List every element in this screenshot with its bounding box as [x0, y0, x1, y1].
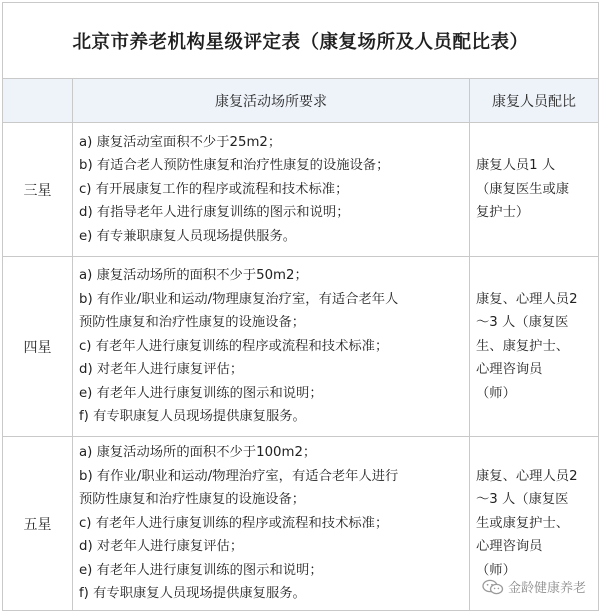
staffing-line: 生、康复护士、 — [476, 338, 570, 354]
requirement-line: 预防性康复和治疗性康复的设施设备； — [79, 315, 306, 331]
staffing-line: ～3 人（康复医 — [476, 492, 569, 508]
level-cell: 四星 — [3, 257, 73, 437]
requirement-line: f) 有专职康复人员现场提供康复服务。 — [79, 409, 306, 425]
staffing-line: 心理咨询员 — [476, 539, 543, 555]
header-row — [3, 79, 599, 123]
watermark — [482, 577, 586, 596]
requirement-line: d) 有指导老年人进行康复训练的图示和说明； — [79, 205, 350, 221]
staffing-line: （师） — [476, 562, 516, 578]
staffing-line: 心理咨询员 — [476, 362, 543, 378]
table-title: 北京市养老机构星级评定表（康复场所及人员配比表） — [3, 3, 599, 79]
table-row — [3, 257, 599, 437]
requirement-line: f) 有专职康复人员现场提供康复服务。 — [79, 586, 306, 602]
rating-table — [2, 2, 599, 611]
table-row — [3, 123, 599, 257]
requirement-line: d) 对老年人进行康复评估； — [79, 362, 244, 378]
header-requirements: 康复活动场所要求 — [73, 79, 470, 123]
requirement-line: 预防性康复和治疗性康复的设施设备； — [79, 492, 306, 508]
title-row — [3, 3, 599, 79]
requirement-line: b) 有作业/职业和运动/物理康复治疗室，有适合老年人 — [79, 291, 399, 307]
requirement-line: a) 康复活动场所的面积不少于50m2； — [79, 268, 308, 284]
level-cell: 三星 — [3, 123, 73, 257]
staffing-line: （康复医生或康 — [476, 181, 570, 197]
staffing-line: 康复、心理人员2 — [476, 468, 578, 484]
requirement-line: a) 康复活动场所的面积不少于100m2； — [79, 445, 317, 461]
requirement-line: d) 对老年人进行康复评估； — [79, 539, 244, 555]
header-staffing: 康复人员配比 — [470, 79, 599, 123]
requirement-line: c) 有老年人进行康复训练的程序或流程和技术标准； — [79, 338, 389, 354]
staffing-line: （师） — [476, 385, 516, 401]
requirement-line: c) 有老年人进行康复训练的程序或流程和技术标准； — [79, 515, 389, 531]
staffing-line: ～3 人（康复医 — [476, 315, 569, 331]
requirement-line: e) 有老年人进行康复训练的图示和说明； — [79, 562, 323, 578]
watermark-text: 金龄健康养老 — [507, 581, 586, 596]
staffing-line: 康复、心理人员2 — [476, 291, 578, 307]
header-level — [3, 79, 73, 123]
requirement-line: b) 有适合老人预防性康复和治疗性康复的设施设备； — [79, 158, 390, 174]
requirements-cell — [73, 437, 470, 611]
requirements-cell — [73, 257, 470, 437]
requirement-line: c) 有开展康复工作的程序或流程和技术标准； — [79, 181, 349, 197]
requirement-line: b) 有作业/职业和运动/物理治疗室，有适合老年人进行 — [79, 468, 399, 484]
staffing-line: 康复人员1 人 — [476, 158, 556, 174]
level-cell: 五星 — [3, 437, 73, 611]
staffing-cell — [470, 123, 599, 257]
requirements-cell — [73, 123, 470, 257]
staffing-line: 生或康复护士、 — [476, 515, 570, 531]
requirement-line: e) 有专兼职康复人员现场提供服务。 — [79, 228, 297, 244]
wechat-icon — [482, 579, 504, 595]
staffing-cell — [470, 257, 599, 437]
staffing-line: 复护士） — [476, 205, 530, 221]
requirement-line: a) 康复活动室面积不少于25m2； — [79, 134, 282, 150]
requirement-line: e) 有老年人进行康复训练的图示和说明； — [79, 385, 323, 401]
